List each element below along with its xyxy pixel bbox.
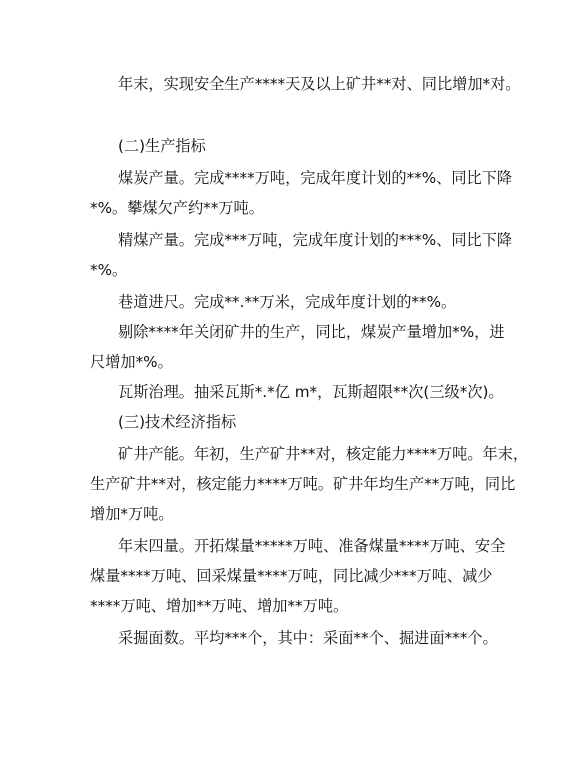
paragraph-mine-capacity-line-1: 矿井产能。年初，生产矿井**对，核定能力****万吨。年末， (118, 445, 529, 463)
section-heading-production: (二)生产指标 (118, 137, 206, 155)
paragraph-mine-capacity-line-2: 生产矿井**对，核定能力****万吨。矿井年均生产**万吨，同比 (90, 475, 516, 493)
paragraph-mine-capacity-line-3: 增加*万吨。 (90, 505, 174, 523)
paragraph-excluding-closed-line-1: 剔除****年关闭矿井的生产，同比，煤炭产量增加*%，进 (118, 323, 505, 341)
paragraph-clean-coal-line-2: *%。 (90, 261, 128, 279)
paragraph-four-reserves-line-2: 煤量****万吨、回采煤量****万吨，同比减少***万吨、减少 (90, 567, 493, 585)
paragraph-coal-output-line-2: *%。攀煤欠产约**万吨。 (90, 199, 264, 217)
paragraph-four-reserves-line-1: 年末四量。开拓煤量*****万吨、准备煤量****万吨、安全 (118, 537, 506, 555)
paragraph-safety-days: 年末，实现安全生产****天及以上矿井**对、同比增加*对。 (118, 75, 521, 93)
paragraph-four-reserves-line-3: ****万吨、增加**万吨、增加**万吨。 (90, 597, 349, 615)
paragraph-roadway-footage: 巷道进尺。完成**.**万米，完成年度计划的**%。 (118, 293, 457, 311)
paragraph-clean-coal-line-1: 精煤产量。完成***万吨，完成年度计划的***%、同比下降 (118, 231, 513, 249)
section-heading-tech-econ: (三)技术经济指标 (118, 413, 237, 431)
paragraph-excluding-closed-line-2: 尺增加*%。 (90, 353, 173, 371)
paragraph-coal-output-line-1: 煤炭产量。完成****万吨，完成年度计划的**%、同比下降 (118, 169, 513, 187)
paragraph-working-faces: 采掘面数。平均***个，其中：采面**个、掘进面***个。 (118, 629, 498, 647)
paragraph-gas-control: 瓦斯治理。抽采瓦斯*.*亿 m*，瓦斯超限**次(三级*次)。 (118, 383, 504, 401)
